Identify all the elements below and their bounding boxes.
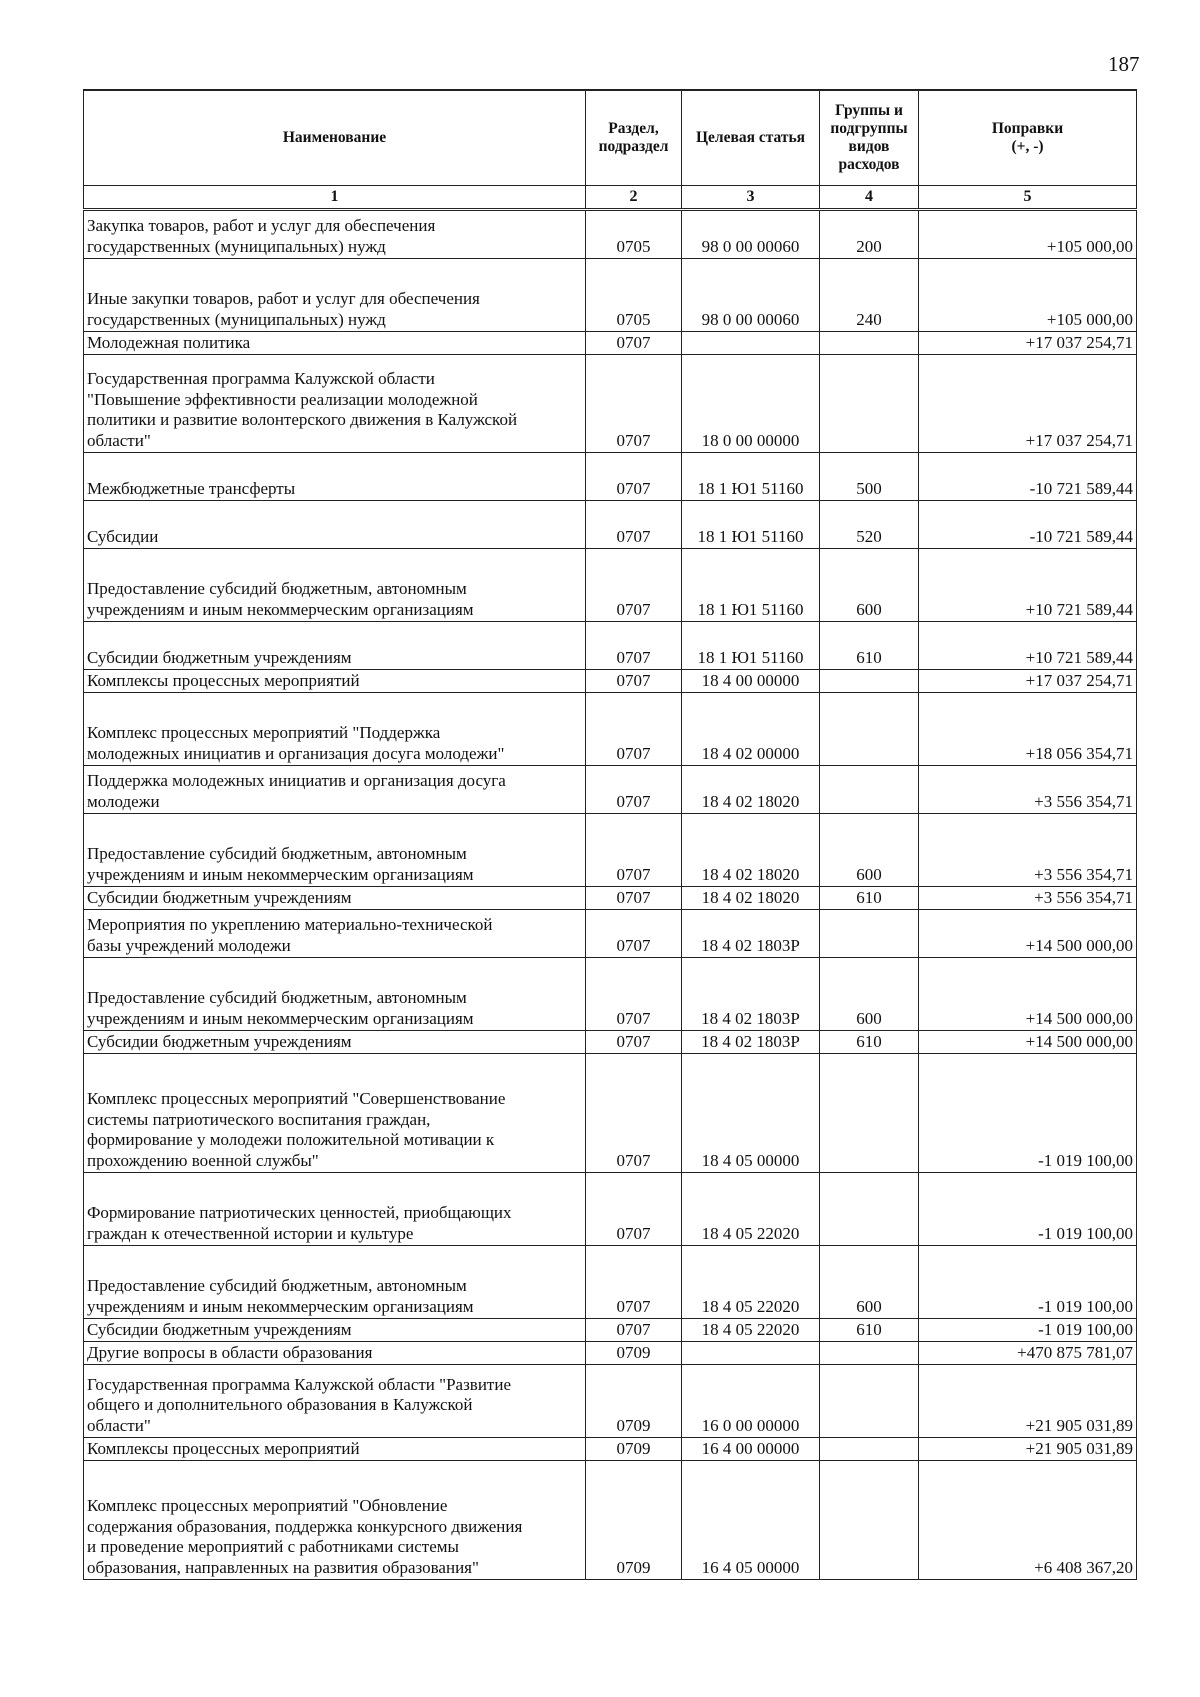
row-amount: -1 019 100,00 [919,1319,1137,1342]
row-section: 0709 [586,1461,682,1580]
row-group [820,766,919,814]
table-row [84,210,1137,259]
row-amount: -1 019 100,00 [919,1173,1137,1246]
row-name: Иные закупки товаров, работ и услуг для обеспечения государственных (муниципальных) нужд [84,259,586,332]
table-row [84,1319,1137,1342]
row-target: 18 4 02 00000 [682,693,820,766]
table-row [84,332,1137,355]
row-amount: -10 721 589,44 [919,501,1137,549]
row-name: Комплекс процессных мероприятий "Совершенствование системы патриотического воспитания граждан, формирование у молодежи положительной мотивации к прохождению военной службы" [84,1054,586,1173]
row-target: 18 4 05 22020 [682,1173,820,1246]
row-group [820,1461,919,1580]
row-amount: +17 037 254,71 [919,670,1137,693]
row-amount: +3 556 354,71 [919,766,1137,814]
table-row [84,670,1137,693]
column-number: 3 [682,186,820,210]
row-amount: +21 905 031,89 [919,1438,1137,1461]
row-section: 0709 [586,1438,682,1461]
row-amount: +6 408 367,20 [919,1461,1137,1580]
row-name: Формирование патриотических ценностей, приобщающих граждан к отечественной истории и культуре [84,1173,586,1246]
table-row [84,453,1137,501]
row-name: Предоставление субсидий бюджетным, автономным учреждениям и иным некоммерческим организациям [84,814,586,887]
table-row [84,1246,1137,1319]
table-row [84,814,1137,887]
table-row [84,1031,1137,1054]
row-section: 0707 [586,1031,682,1054]
row-name: Комплекс процессных мероприятий "Поддержка молодежных инициатив и организация досуга молодежи" [84,693,586,766]
row-amount: +14 500 000,00 [919,910,1137,958]
row-amount: +105 000,00 [919,259,1137,332]
row-section: 0705 [586,259,682,332]
row-section: 0707 [586,622,682,670]
table-row [84,501,1137,549]
row-group: 610 [820,1031,919,1054]
row-target [682,1342,820,1365]
header-row [84,90,1137,186]
table-body [84,210,1137,1580]
row-name: Субсидии бюджетным учреждениям [84,1319,586,1342]
row-target: 18 4 00 00000 [682,670,820,693]
row-amount: +470 875 781,07 [919,1342,1137,1365]
row-section: 0707 [586,1319,682,1342]
header-group: Группы и подгруппы видов расходов [820,90,919,186]
row-name: Молодежная политика [84,332,586,355]
table-row [84,259,1137,332]
row-section: 0707 [586,958,682,1031]
row-section: 0707 [586,910,682,958]
row-group [820,1173,919,1246]
row-section: 0707 [586,355,682,453]
row-name: Субсидии бюджетным учреждениям [84,1031,586,1054]
row-amount: +17 037 254,71 [919,332,1137,355]
row-target: 18 4 02 1803Р [682,910,820,958]
table-row [84,622,1137,670]
row-target: 98 0 00 00060 [682,210,820,259]
row-target: 18 4 02 1803Р [682,958,820,1031]
row-name: Другие вопросы в области образования [84,1342,586,1365]
row-name: Комплексы процессных мероприятий [84,1438,586,1461]
row-section: 0707 [586,1246,682,1319]
row-section: 0707 [586,1173,682,1246]
row-name: Государственная программа Калужской области "Повышение эффективности реализации молодежной политики и развитие волонтерского движения в Калужской области" [84,355,586,453]
budget-table [83,89,1137,1580]
row-group [820,1438,919,1461]
row-target: 18 1 Ю1 51160 [682,453,820,501]
row-target [682,332,820,355]
table-row [84,766,1137,814]
row-amount: +3 556 354,71 [919,814,1137,887]
row-section: 0707 [586,693,682,766]
row-target: 18 1 Ю1 51160 [682,549,820,622]
table-row [84,355,1137,453]
row-name: Комплекс процессных мероприятий "Обновление содержания образования, поддержка конкурсного движения и проведение мероприятий с работниками системы образования, направленных на развития образования" [84,1461,586,1580]
row-group [820,693,919,766]
row-name: Предоставление субсидий бюджетным, автономным учреждениям и иным некоммерческим организациям [84,958,586,1031]
row-group: 520 [820,501,919,549]
table-row [84,910,1137,958]
row-section: 0707 [586,453,682,501]
row-target: 18 1 Ю1 51160 [682,622,820,670]
row-name: Закупка товаров, работ и услуг для обеспечения государственных (муниципальных) нужд [84,210,586,259]
row-group [820,332,919,355]
row-target: 18 0 00 00000 [682,355,820,453]
row-target: 18 4 02 18020 [682,766,820,814]
row-group: 600 [820,1246,919,1319]
header-name: Наименование [84,90,586,186]
row-amount: +105 000,00 [919,210,1137,259]
row-section: 0707 [586,887,682,910]
column-number: 5 [919,186,1137,210]
row-target: 16 4 05 00000 [682,1461,820,1580]
row-target: 98 0 00 00060 [682,259,820,332]
table-row [84,1342,1137,1365]
table-row [84,887,1137,910]
column-number: 2 [586,186,682,210]
row-amount: +10 721 589,44 [919,622,1137,670]
table-row [84,549,1137,622]
row-group [820,910,919,958]
row-section: 0707 [586,670,682,693]
table-row [84,958,1137,1031]
row-group [820,670,919,693]
row-amount: -10 721 589,44 [919,453,1137,501]
row-name: Предоставление субсидий бюджетным, автономным учреждениям и иным некоммерческим организациям [84,1246,586,1319]
row-amount: +14 500 000,00 [919,1031,1137,1054]
row-name: Мероприятия по укреплению материально-технической базы учреждений молодежи [84,910,586,958]
row-name: Поддержка молодежных инициатив и организация досуга молодежи [84,766,586,814]
table-row [84,1054,1137,1173]
row-target: 18 4 05 00000 [682,1054,820,1173]
header-section: Раздел, подраздел [586,90,682,186]
row-name: Предоставление субсидий бюджетным, автономным учреждениям и иным некоммерческим организациям [84,549,586,622]
row-group: 610 [820,622,919,670]
row-target: 18 4 05 22020 [682,1319,820,1342]
row-group [820,355,919,453]
column-number-row [84,186,1137,210]
table-row [84,1173,1137,1246]
row-target: 18 4 02 18020 [682,814,820,887]
row-amount: +21 905 031,89 [919,1365,1137,1438]
row-group: 500 [820,453,919,501]
row-group: 200 [820,210,919,259]
row-target: 18 4 05 22020 [682,1246,820,1319]
row-amount: -1 019 100,00 [919,1246,1137,1319]
header-amount: Поправки (+, -) [919,90,1137,186]
table-row [84,1461,1137,1580]
row-name: Субсидии бюджетным учреждениям [84,622,586,670]
row-section: 0707 [586,501,682,549]
row-group: 600 [820,549,919,622]
table-row [84,1438,1137,1461]
row-group: 600 [820,814,919,887]
row-group: 240 [820,259,919,332]
table-row [84,1365,1137,1438]
column-number: 1 [84,186,586,210]
row-section: 0707 [586,1054,682,1173]
row-group [820,1365,919,1438]
column-number: 4 [820,186,919,210]
row-amount: +17 037 254,71 [919,355,1137,453]
row-amount: -1 019 100,00 [919,1054,1137,1173]
row-section: 0707 [586,814,682,887]
row-name: Комплексы процессных мероприятий [84,670,586,693]
row-section: 0709 [586,1365,682,1438]
row-name: Субсидии бюджетным учреждениям [84,887,586,910]
row-amount: +3 556 354,71 [919,887,1137,910]
row-section: 0707 [586,766,682,814]
row-target: 18 4 02 18020 [682,887,820,910]
row-target: 18 4 02 1803Р [682,1031,820,1054]
row-section: 0707 [586,332,682,355]
row-amount: +10 721 589,44 [919,549,1137,622]
row-name: Государственная программа Калужской области "Развитие общего и дополнительного образования в Калужской области" [84,1365,586,1438]
row-amount: +18 056 354,71 [919,693,1137,766]
table-row [84,693,1137,766]
row-amount: +14 500 000,00 [919,958,1137,1031]
row-name: Межбюджетные трансферты [84,453,586,501]
row-target: 18 1 Ю1 51160 [682,501,820,549]
row-section: 0709 [586,1342,682,1365]
row-name: Субсидии [84,501,586,549]
row-group: 600 [820,958,919,1031]
row-section: 0705 [586,210,682,259]
row-target: 16 0 00 00000 [682,1365,820,1438]
row-group [820,1342,919,1365]
row-group [820,1054,919,1173]
row-group: 610 [820,1319,919,1342]
row-section: 0707 [586,549,682,622]
row-group: 610 [820,887,919,910]
page-number: 187 [1108,52,1140,76]
row-target: 16 4 00 00000 [682,1438,820,1461]
header-target: Целевая статья [682,90,820,186]
